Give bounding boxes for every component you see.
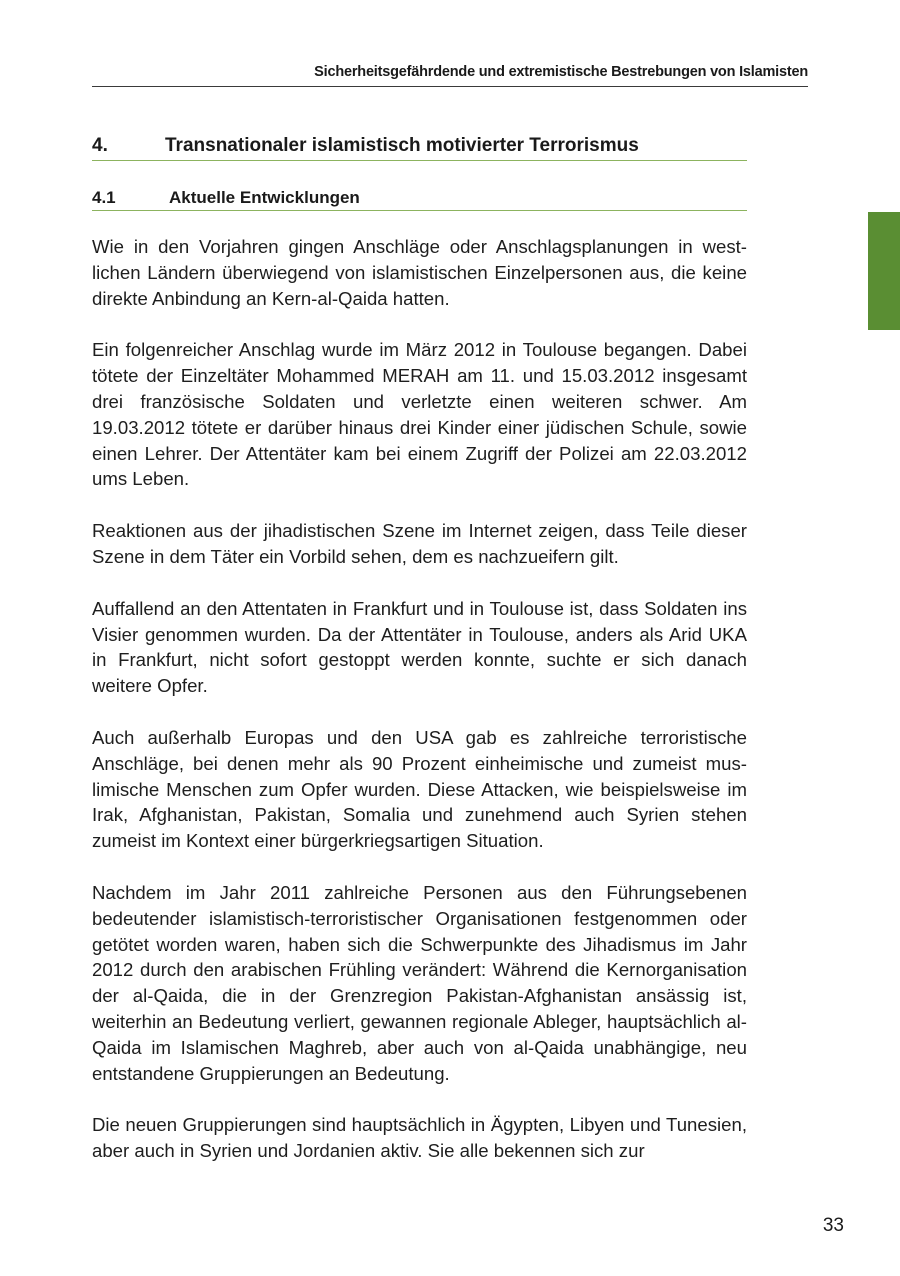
subsection-title: Aktuelle Entwicklungen [169, 188, 360, 207]
body-text [92, 234, 747, 1190]
paragraph: Reaktionen aus der jihadistischen Szene im Internet zeigen, dass Teile dieser Szene in dem Täter ein Vorbild sehen, dem es nachzueifern gilt. [92, 520, 747, 567]
paragraph: Die neuen Gruppierungen sind hauptsächlich in Ägypten, Libyen und Tunesien, aber auch in Syrien und Jordanien aktiv. Sie alle bekennen sich zur [92, 1114, 747, 1162]
chapter-color-tab [868, 212, 900, 330]
running-header: Sicherheitsgefährdende und extremistische Bestrebungen von Islamisten [92, 62, 808, 87]
section-title: Transnationaler islamistisch motivierter Terrorismus [165, 135, 639, 156]
paragraph: Wie in den Vorjahren gingen Anschläge oder Anschlagsplanungen in westlichen Ländern überwiegend von islamistischen Einzelpersonen aus, die keine direkte Anbindung an Kern-al-Qaida hatten. [92, 236, 747, 309]
paragraph: Auffallend an den Attentaten in Frankfurt und in Toulouse ist, dass Soldaten ins Visier genommen wurden. Da der Attentäter in Toulouse, anders als Arid UKA in Frankfurt, nicht sofort gestoppt werden konnte, suchte er sich danach weitere Opfer. [92, 597, 747, 697]
section-number: 4. [92, 135, 108, 156]
section-heading [92, 134, 747, 161]
paragraph: Nachdem im Jahr 2011 zahlreiche Personen aus den Führungsebenen bedeutender islamistisch-terroristischer Organisationen festgenommen oder getötet worden waren, haben sich die Schwerpunkte des Jihadismus im Jahr 2012 durch den arabischen Frühling verändert: Während die Kernorganisation der al-Qaida, die in der Grenzregion Pakistan-Afghanistan ansässig ist, weiterhin an Bedeutung verliert, gewannen regionale Ableger, hauptsächlich al-Qaida im Islamischen Maghreb, aber auch von al-Qaida unabhängige, neu entstandene Gruppierungen an Bedeutung. [92, 881, 747, 1084]
page-number: 33 [822, 1215, 844, 1236]
subsection-number: 4.1 [92, 188, 116, 207]
paragraph: Ein folgenreicher Anschlag wurde im März 2012 in Toulouse begangen. Dabei tötete der Einzeltäter Mohammed MERAH am 11. und 15.03.2012 insgesamt drei französische Soldaten und verletzte einen weiteren schwer. Am 19.03.2012 tötete er darüber hinaus drei Kinder einer jüdischen Schule, sowie einen Lehrer. Der Attentäter kam bei einem Zugriff der Polizei am 22.03.2012 ums Leben. [92, 339, 747, 490]
paragraph: Auch außerhalb Europas und den USA gab es zahlreiche terroristische Anschläge, bei denen mehr als 90 Prozent einheimische und zumeist muslimische Menschen zum Opfer wurden. Diese Attacken, wie beispielsweise im Irak, Afghanistan, Pakistan, Somalia und zunehmend auch Syrien stehen zumeist im Kontext einer bürgerkriegsartigen Situation. [92, 726, 747, 852]
subsection-heading [92, 187, 747, 211]
